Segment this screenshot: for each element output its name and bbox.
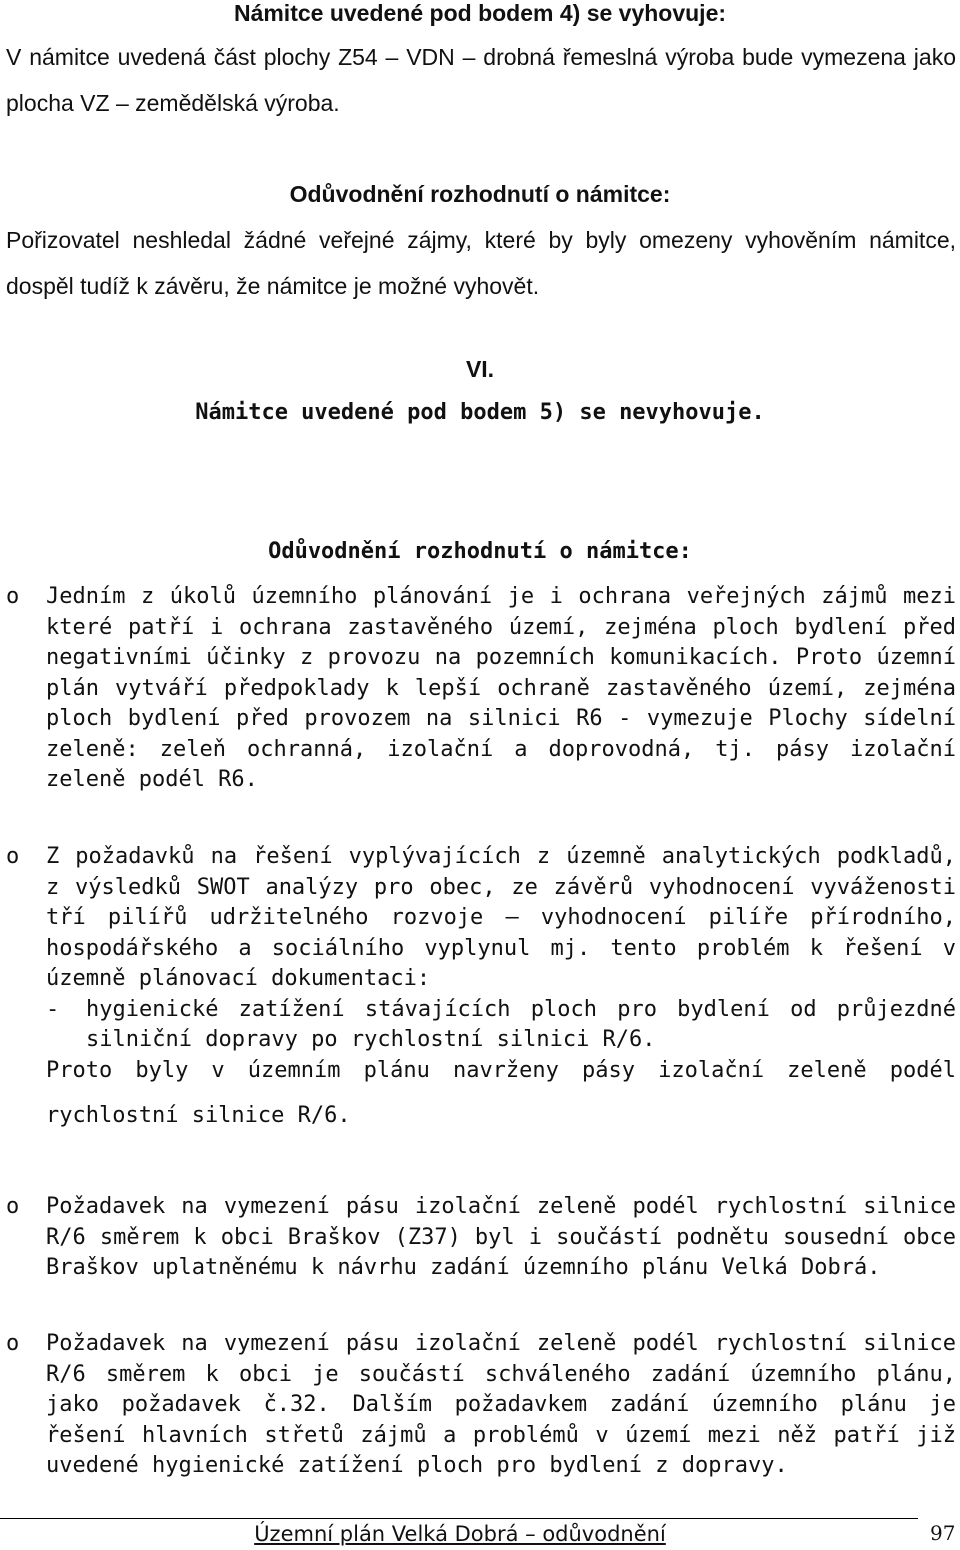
bullet-marker: o <box>6 1194 20 1219</box>
reason-heading-4: Odůvodnění rozhodnutí o námitce: <box>289 181 671 207</box>
bullet-marker: o <box>6 584 20 609</box>
list-item-conclusion-end: rychlostní silnice R/6. <box>46 1103 351 1128</box>
list-item <box>6 582 956 796</box>
list-item-body <box>46 842 956 1132</box>
list-item-text: Z požadavků na řešení vyplývajících z územně analytických podkladů, z výsledků SWOT analýzy pro obec, ze závěrů vyhodnocení vyváženosti tří pilířů udržitelného rozvoje – vyhodnocení pilíře přírodního, hospodářského a sociálního vyplynul mj. tento problém k řešení v územně plánovací dokumentaci: <box>46 844 956 991</box>
list-item <box>6 842 956 1132</box>
list-item <box>6 1192 956 1284</box>
dash-marker: - <box>46 996 60 1022</box>
list-item-conclusion: Proto byly v územním plánu navrženy pásy izolační zeleně podél <box>46 1057 956 1083</box>
section-numeral: VI. <box>465 356 495 382</box>
page-number: 97 <box>930 1521 956 1545</box>
reason-text-4: Pořizovatel neshledal žádné veřejné zájmy, které by byly omezeny vyhověním námitce, dospěl tudíž k závěru, že námitce je možné vyhovět. <box>6 227 956 299</box>
list-item-text: Požadavek na vymezení pásu izolační zeleně podél rychlostní silnice R/6 směrem k obci Braškov (Z37) byl i součástí podnětu sousední obce Braškov uplatněnému k návrhu zadání územního plánu Velká Dobrá. <box>46 1194 956 1280</box>
objection-4-text: V námitce uvedená část plochy Z54 – VDN – drobná řemeslná výroba bude vymezena jako plocha VZ – zemědělská výroba. <box>6 44 956 116</box>
list-item-text: Jedním z úkolů územního plánování je i ochrana veřejných zájmů mezi které patří i ochrana zastavěného území, zejména ploch bydlení před negativními účinky z provozu na pozemních komunikacích. Proto územní plán vytváří předpoklady k lepší ochraně zastavěného území, zejména ploch bydlení před provozem na silnici R6 - vymezuje Plochy sídelní zeleně: zeleň ochranná, izolační a doprovodná, tj. pásy izolační zeleně podél R6. <box>46 584 956 792</box>
bullet-marker: o <box>6 844 20 869</box>
list-item-text: Požadavek na vymezení pásu izolační zeleně podél rychlostní silnice R/6 směrem k obci je součástí schváleného zadání územního plánu, jako požadavek č.32. Dalším požadavkem zadání územního plánu je řešení hlavních střetů zájmů a problémů v území mezi něž patří již uvedené hygienické zatížení ploch pro bydlení z dopravy. <box>46 1331 956 1478</box>
sub-list-item-text: hygienické zatížení stávajících ploch pro bydlení od průjezdné silniční dopravy po rychlostní silnici R/6. <box>86 996 956 1052</box>
heading-objection-4: Námitce uvedené pod bodem 4) se vyhovuje: <box>233 0 727 26</box>
footer-title-text: Územní plán Velká Dobrá – odůvodnění <box>254 1522 666 1546</box>
sub-list-item <box>46 995 956 1056</box>
heading-objection-5: Námitce uvedené pod bodem 5) se nevyhovuje. <box>195 400 765 425</box>
reason-heading-5: Odůvodnění rozhodnutí o námitce: <box>268 539 692 564</box>
list-item <box>6 1329 956 1482</box>
bullet-marker: o <box>6 1331 20 1356</box>
footer-title <box>0 1518 920 1550</box>
